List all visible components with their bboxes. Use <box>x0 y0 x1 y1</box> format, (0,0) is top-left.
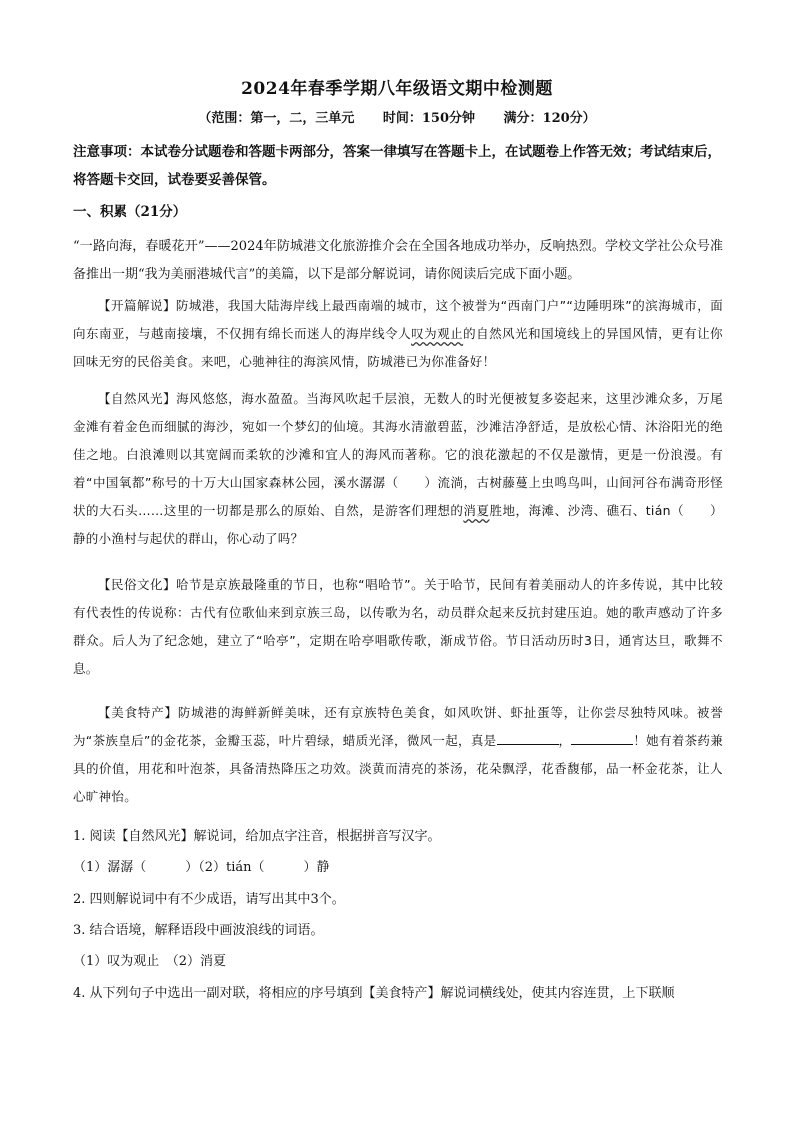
question-1: 1. 阅读【自然风光】解说词，给加点字注音，根据拼音写汉字。 <box>73 829 441 844</box>
exam-time: 时间：150分钟 <box>382 111 475 126</box>
question-4: 4. 从下列句子中选出一副对联，将相应的序号填到【美食特产】解说词横线处，使其内容连贯，上下联顺 <box>73 986 675 1001</box>
paragraph-folk: 【民俗文化】哈节是京族最隆重的节日，也称“唱哈节”。关于哈节，民间有着美丽动人的许多传说，其中比较有代表性的传说称：古代有位歌仙来到京族三岛，以传歌为名，动员群众起来反抗封建压迫。她的歌声感动了许多群众。后人为了纪念她，建立了“哈亭”，定期在哈亭唱歌传歌，渐成节俗。节日活动历时3日，通宵达旦，歌舞不息。 <box>73 577 723 676</box>
question-3-items: （1）叹为观止 （2）消夏 <box>73 954 227 969</box>
page-title: 2024年春季学期八年级语文期中检测题 <box>241 79 553 99</box>
paragraph-opening-b: 的自然风光和国境线上的异国风情，更有让你回味无穷的民俗美食。来吧，心驰神往的海滨风情，防城港已为你准备好！ <box>73 326 723 369</box>
paragraph-nature-b: 胜地，海滩、沙湾、礁石、tián（ ）静的小渔村与起伏的群山，你心动了吗？ <box>73 503 723 546</box>
section-heading: 一、积累（21分） <box>73 204 187 220</box>
exam-range: （范围：第一，二，三单元 <box>198 111 355 126</box>
paragraph-food-a: 【美食特产】防城港的海鲜新鲜美味，还有京族特色美食，如风吹饼、虾扯蛋等，让你尝尽独特风味。被誉为“茶族皇后”的金花茶，金瓣玉蕊，叶片碧绿，蜡质光泽，微风一起，真是 <box>73 705 723 748</box>
question-2: 2. 四则解说词中有不少成语，请写出其中3个。 <box>73 892 345 907</box>
paragraph-nature-a: 【自然风光】海风悠悠，海水盈盈。当海风吹起千层浪，无数人的时光便被复多姿起来，这里沙滩众多，万尾金滩有着金色而细腻的海沙，宛如一个梦幻的仙境。其海水清澈碧蓝，沙滩洁净舒适，是放松心情、沐浴阳光的绝佳之地。白浪滩则以其宽阔而柔软的沙滩和宜人的海风而著称。它的浪花激起的不仅是激情，更是一份浪漫。有着“中国氧都”称号的十万大山国家森林公园，溪水潺潺（ ）流淌，古树藤蔓上虫鸣鸟叫，山间河谷布满奇形怪状的大石头……这里的一切都是那么的原始、自然，是游客们理想的 <box>73 391 723 518</box>
paragraph-food-b: ！她有着茶药兼具的价值，用花和叶泡茶，具备清热降压之功效。淡黄而清亮的茶汤，花朵飘浮，花香馥郁，品一杯金花茶，让人心旷神怡。 <box>73 733 723 804</box>
paragraph-nature <box>73 385 723 553</box>
answer-blank-1[interactable] <box>497 730 559 745</box>
paragraph-opening <box>73 292 723 376</box>
exam-meta <box>0 107 794 126</box>
paragraph-opening-a: 【开篇解说】防城港，我国大陆海岸线上最西南端的城市，这个被誉为“西南门户”“边陲明珠”的滨海城市，面向东南亚，与越南接壤，不仅拥有绵长而迷人的海岸线令人 <box>73 298 723 341</box>
paragraph-food: 【美食特产】防城港的海鲜新鲜美味，还有京族特色美食，如风吹饼、虾扯蛋等，让你尝尽独特风味。被誉为“茶族皇后”的金花茶，金瓣玉蕊，叶片碧绿，蜡质光泽，微风一起，真是 ， ！她有着茶药兼具的价值，用花和叶泡茶，具备清热降压之功效。淡黄而清亮的茶汤，花朵飘浮，花香馥郁，品一杯金花茶，让人心旷神怡。 <box>73 705 723 804</box>
question-3: 3. 结合语境，解释语段中画波浪线的词语。 <box>73 923 324 938</box>
wavy-word-2: 消夏 <box>463 503 490 518</box>
notice-text: 注意事项：本试卷分试题卷和答题卡两部分，答案一律填写在答题卡上，在试题卷上作答无效；考试结束后，将答题卡交回，试卷要妥善保管。 <box>73 144 721 188</box>
exam-score: 满分：120分） <box>503 111 596 126</box>
question-1-items: （1）潺潺（ ）（2）tián（ ）静 <box>73 860 330 875</box>
intro-paragraph: “一路向海，春暖花开”——2024年防城港文化旅游推介会在全国各地成功举办，反响热烈。学校文学社公众号准备推出一期“我为美丽港城代言”的美篇，以下是部分解说词，请你阅读后完成下面小题。 <box>73 239 723 282</box>
wavy-word-1: 叹为观止 <box>411 326 464 341</box>
answer-blank-2[interactable] <box>571 730 633 745</box>
